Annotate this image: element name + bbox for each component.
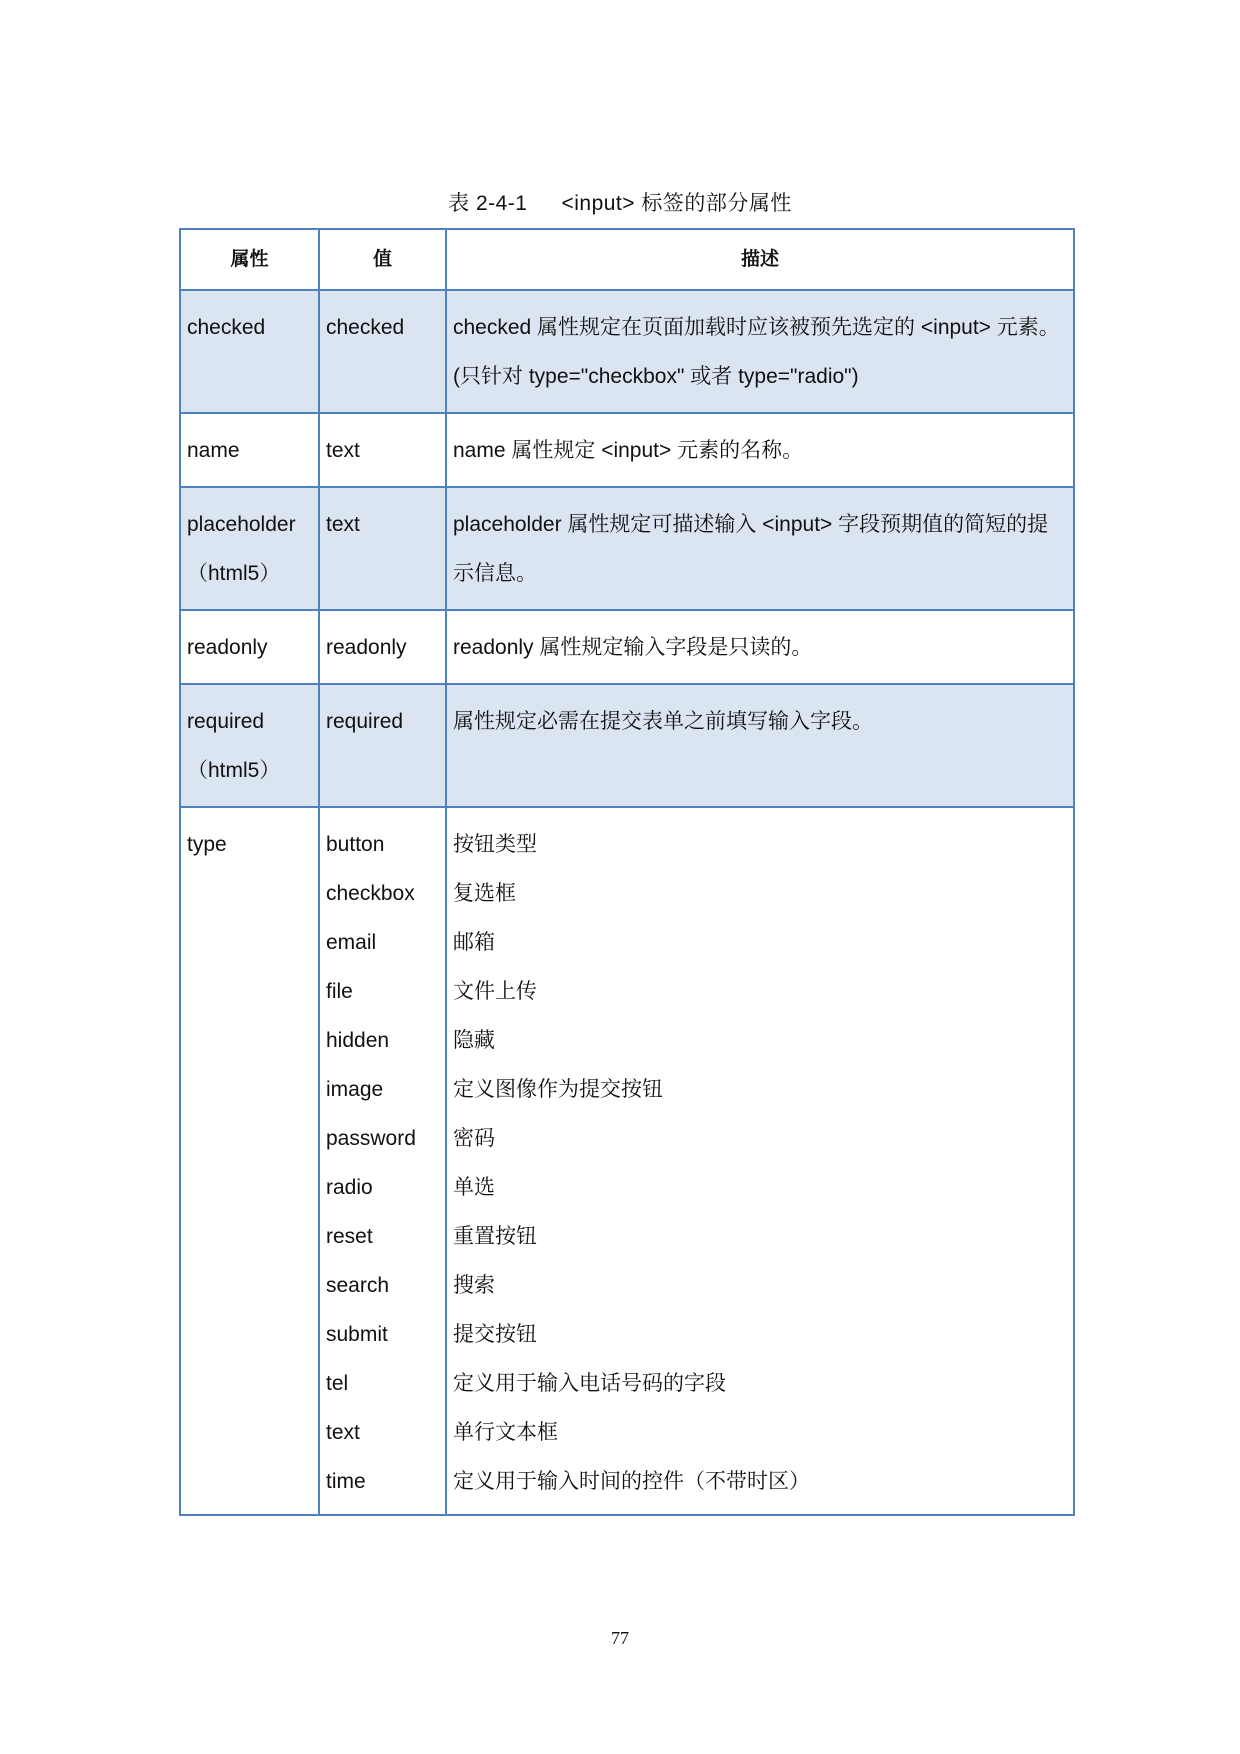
- attr-cell: checked: [180, 290, 319, 413]
- type-description: 按钮类型: [453, 833, 537, 856]
- table-row-type: [180, 807, 1074, 1515]
- header-attribute: 属性: [180, 229, 319, 290]
- type-description: 密码: [453, 1127, 495, 1150]
- header-description: 描述: [446, 229, 1074, 290]
- value-cell: text: [319, 487, 446, 610]
- type-value: radio: [326, 1176, 373, 1199]
- page-number: 77: [611, 1628, 629, 1648]
- type-value: image: [326, 1078, 384, 1101]
- desc-cell: checked 属性规定在页面加载时应该被预先选定的 <input> 元素。(只针对 type="checkbox" 或者 type="radio"): [446, 290, 1074, 413]
- type-description: 重置按钮: [453, 1225, 537, 1248]
- table-row: [180, 610, 1074, 684]
- type-description: 搜索: [453, 1274, 495, 1297]
- type-description: 隐藏: [453, 1029, 495, 1052]
- caption-title: <input> 标签的部分属性: [561, 192, 792, 215]
- type-description: 定义图像作为提交按钮: [453, 1078, 663, 1101]
- value-cell: text: [319, 413, 446, 487]
- type-value: password: [326, 1127, 416, 1150]
- attr-cell: type: [180, 807, 319, 1515]
- type-description: 定义用于输入时间的控件（不带时区）: [453, 1470, 810, 1493]
- type-descriptions-cell: [446, 807, 1074, 1515]
- type-description: 单行文本框: [453, 1421, 558, 1444]
- table-caption: [0, 187, 1240, 217]
- header-value: 值: [319, 229, 446, 290]
- value-cell: required: [319, 684, 446, 807]
- type-value: email: [326, 931, 377, 954]
- type-value: reset: [326, 1225, 373, 1248]
- type-description: 复选框: [453, 882, 516, 905]
- type-description: 文件上传: [453, 980, 537, 1003]
- attr-cell: name: [180, 413, 319, 487]
- table-row: [180, 487, 1074, 610]
- attr-cell: placeholder（html5）: [180, 487, 319, 610]
- table-row: [180, 684, 1074, 807]
- desc-cell: 属性规定必需在提交表单之前填写输入字段。: [446, 684, 1074, 807]
- type-value: search: [326, 1274, 390, 1297]
- type-description: 邮箱: [453, 931, 495, 954]
- type-description: 定义用于输入电话号码的字段: [453, 1372, 726, 1395]
- table-header-row: [180, 229, 1074, 290]
- type-description: 提交按钮: [453, 1323, 537, 1346]
- type-value: submit: [326, 1323, 388, 1346]
- value-cell: checked: [319, 290, 446, 413]
- input-attributes-table: [179, 228, 1075, 1516]
- type-description: 单选: [453, 1176, 495, 1199]
- type-value: time: [326, 1470, 366, 1493]
- type-value: checkbox: [326, 882, 415, 905]
- attr-cell: required（html5）: [180, 684, 319, 807]
- type-value: file: [326, 980, 353, 1003]
- type-value: text: [326, 1421, 360, 1444]
- type-value: button: [326, 833, 385, 856]
- table-row: [180, 413, 1074, 487]
- value-cell: readonly: [319, 610, 446, 684]
- desc-cell: readonly 属性规定输入字段是只读的。: [446, 610, 1074, 684]
- desc-cell: placeholder 属性规定可描述输入 <input> 字段预期值的简短的提示信息。: [446, 487, 1074, 610]
- type-values-cell: [319, 807, 446, 1515]
- type-value: tel: [326, 1372, 349, 1395]
- attr-cell: readonly: [180, 610, 319, 684]
- type-value: hidden: [326, 1029, 390, 1052]
- table-row: [180, 290, 1074, 413]
- caption-label: 表 2-4-1: [448, 192, 528, 215]
- desc-cell: name 属性规定 <input> 元素的名称。: [446, 413, 1074, 487]
